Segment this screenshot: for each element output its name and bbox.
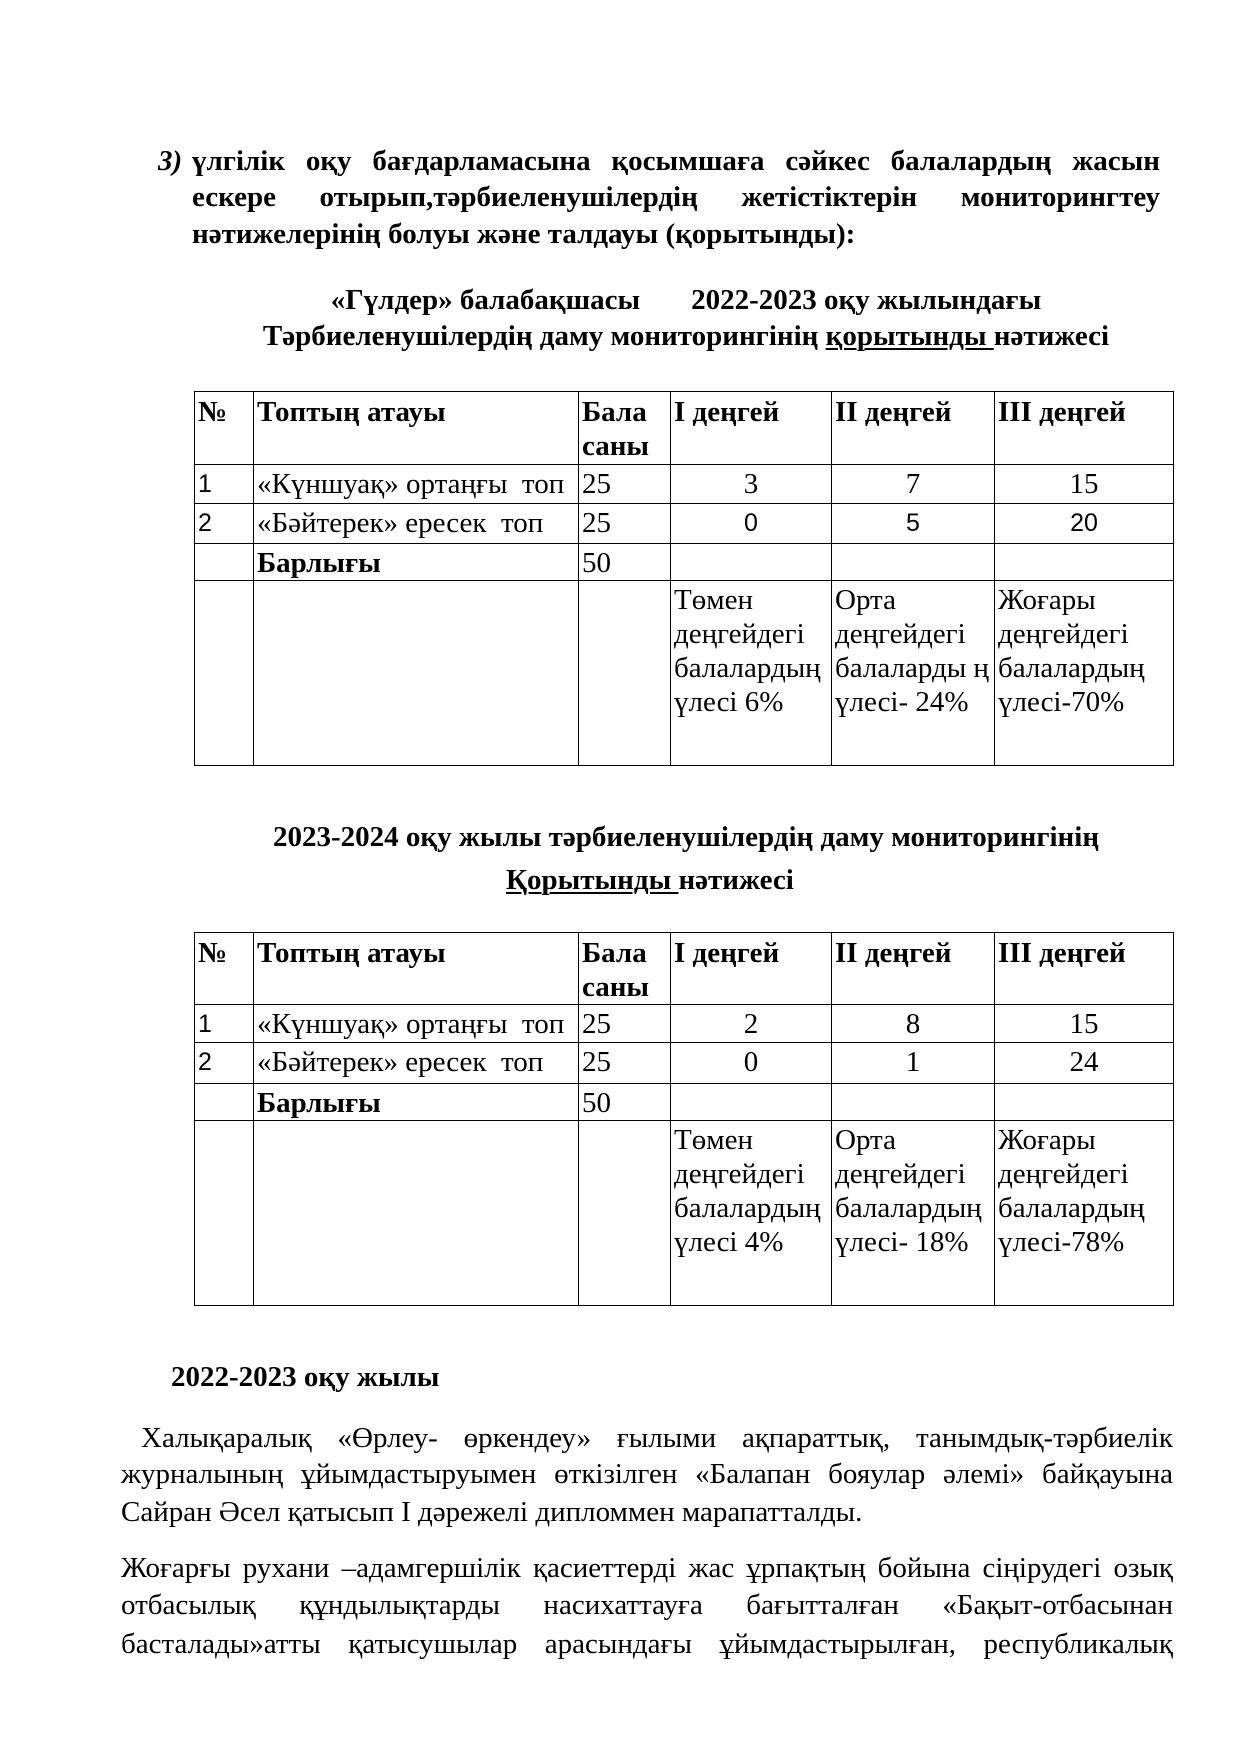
row-group-name: «Бәйтерек» ересек топ xyxy=(254,1043,579,1084)
report-title-underlined: қорытынды xyxy=(825,320,994,352)
row-group-name: «Бәйтерек» ересек топ xyxy=(254,504,579,544)
table-header-row xyxy=(195,933,1174,1005)
header-number: № xyxy=(195,933,254,1005)
header-group-name: Топтың атауы xyxy=(254,392,579,465)
total-empty-cell xyxy=(832,1084,995,1121)
total-empty-cell xyxy=(195,544,254,581)
header-number: № xyxy=(195,392,254,465)
header-group-name: Топтың атауы xyxy=(254,933,579,1005)
monitoring-table-2023-2024 xyxy=(194,932,1174,1306)
total-child-count: 50 xyxy=(579,1084,671,1121)
table-row xyxy=(195,504,1174,544)
share-level-3: Жоғары деңгейдегі балалардың үлесі-78% xyxy=(995,1121,1174,1306)
row-level-3: 24 xyxy=(995,1043,1174,1084)
row-level-3: 15 xyxy=(995,1005,1174,1043)
row-child-count: 25 xyxy=(579,1005,671,1043)
report-title-line xyxy=(506,862,794,898)
row-level-2: 5 xyxy=(832,504,995,544)
row-group-name: «Күншуақ» ортаңғы топ xyxy=(254,465,579,504)
total-empty-cell xyxy=(995,544,1174,581)
row-level-2: 1 xyxy=(832,1043,995,1084)
table-row xyxy=(195,1005,1174,1043)
report-title-line xyxy=(192,318,1180,354)
row-level-1: 0 xyxy=(671,1043,832,1084)
report-title-line xyxy=(192,282,1180,318)
shares-empty-cell xyxy=(579,581,671,766)
paragraph-line: Жоғарғы рухани –адамгершілік қасиеттерді жас ұрпақтың бойына сіңірудегі озық xyxy=(121,1552,1173,1584)
row-level-1: 3 xyxy=(671,465,832,504)
table-header-row xyxy=(195,392,1174,465)
shares-empty-cell xyxy=(254,1121,579,1306)
shares-empty-cell xyxy=(195,1121,254,1306)
shares-empty-cell xyxy=(254,581,579,766)
intro-list-marker: 3) xyxy=(158,145,183,177)
paragraph-line: Сайран Әсел қатысып І дәрежелі дипломмен марапатталды. xyxy=(121,1496,863,1528)
row-group-name: «Күншуақ» ортаңғы топ xyxy=(254,1005,579,1043)
intro-line: ескере отырып,тәрбиеленушілердің жетістіктерін мониторингтеу xyxy=(192,181,1160,213)
share-level-2: Орта деңгейдегі балалардың үлесі- 18% xyxy=(832,1121,995,1306)
header-level-1: І деңгей xyxy=(671,933,832,1005)
total-child-count: 50 xyxy=(579,544,671,581)
paragraph-line: журналының ұйымдастыруымен өткізілген «Балапан бояулар әлемі» байқауына xyxy=(121,1458,1173,1490)
paragraph-line: Халықаралық «Өрлеу- өркендеу» ғылыми ақпараттық, танымдық-тәрбиелік xyxy=(141,1422,1173,1454)
row-child-count: 25 xyxy=(579,1043,671,1084)
row-level-1: 2 xyxy=(671,1005,832,1043)
row-child-count: 25 xyxy=(579,504,671,544)
total-empty-cell xyxy=(995,1084,1174,1121)
table-row xyxy=(195,465,1174,504)
table-shares-row xyxy=(195,1121,1174,1306)
header-level-2: ІІ деңгей xyxy=(832,392,995,465)
header-level-3: ІІІ деңгей xyxy=(995,392,1174,465)
total-label: Барлығы xyxy=(254,1084,579,1121)
table-total-row xyxy=(195,1084,1174,1121)
row-number: 2 xyxy=(195,1043,254,1084)
paragraph-line: отбасылық құндылықтарды насихаттауға бағытталған «Бақыт-отбасынан xyxy=(121,1589,1173,1621)
row-level-3: 20 xyxy=(995,504,1174,544)
table-total-row xyxy=(195,544,1174,581)
report-title-text: нәтижесі xyxy=(993,320,1110,352)
academic-year: 2022-2023 оқу жылындағы xyxy=(691,284,1042,316)
row-level-3: 15 xyxy=(995,465,1174,504)
row-level-2: 8 xyxy=(832,1005,995,1043)
total-label: Барлығы xyxy=(254,544,579,581)
report-title-underlined: Қорытынды xyxy=(506,864,679,896)
kindergarten-name: «Гүлдер» балабақшасы xyxy=(330,284,641,316)
table-row xyxy=(195,1043,1174,1084)
header-level-1: І деңгей xyxy=(671,392,832,465)
total-empty-cell xyxy=(671,1084,832,1121)
total-empty-cell xyxy=(832,544,995,581)
shares-empty-cell xyxy=(579,1121,671,1306)
shares-empty-cell xyxy=(195,581,254,766)
header-level-2: ІІ деңгей xyxy=(832,933,995,1005)
row-child-count: 25 xyxy=(579,465,671,504)
report-title-text: Тәрбиеленушілердің даму мониторингінің xyxy=(262,320,826,352)
report-title-text: нәтижесі xyxy=(678,864,794,896)
row-number: 1 xyxy=(195,1005,254,1043)
share-level-2: Орта деңгейдегі балаларды ң үлесі- 24% xyxy=(832,581,995,766)
report-title-line: 2023-2024 оқу жылы тәрбиеленушілердің даму мониторингінің xyxy=(272,821,1100,853)
header-child-count: Бала саны xyxy=(579,933,671,1005)
row-level-1: 0 xyxy=(671,504,832,544)
table-shares-row xyxy=(195,581,1174,766)
intro-line: нәтижелерінің болуы және талдауы (қорытынды): xyxy=(192,218,856,250)
paragraph-line: басталады»атты қатысушылар арасындағы ұйымдастырылған, республикалық xyxy=(121,1628,1173,1660)
row-level-2: 7 xyxy=(832,465,995,504)
share-level-3: Жоғары деңгейдегі балалардың үлесі-70% xyxy=(995,581,1174,766)
monitoring-table-2022-2023 xyxy=(194,391,1174,766)
header-level-3: ІІІ деңгей xyxy=(995,933,1174,1005)
header-child-count: Бала саны xyxy=(579,392,671,465)
row-number: 1 xyxy=(195,465,254,504)
share-level-1: Төмен деңгейдегі балалардың үлесі 6% xyxy=(671,581,832,766)
total-empty-cell xyxy=(195,1084,254,1121)
intro-line: үлгілік оқу бағдарламасына қосымшаға сәйкес балалардың жасын xyxy=(192,145,1160,177)
section-heading: 2022-2023 оқу жылы xyxy=(171,1361,440,1393)
total-empty-cell xyxy=(671,544,832,581)
row-number: 2 xyxy=(195,504,254,544)
share-level-1: Төмен деңгейдегі балалардың үлесі 4% xyxy=(671,1121,832,1306)
